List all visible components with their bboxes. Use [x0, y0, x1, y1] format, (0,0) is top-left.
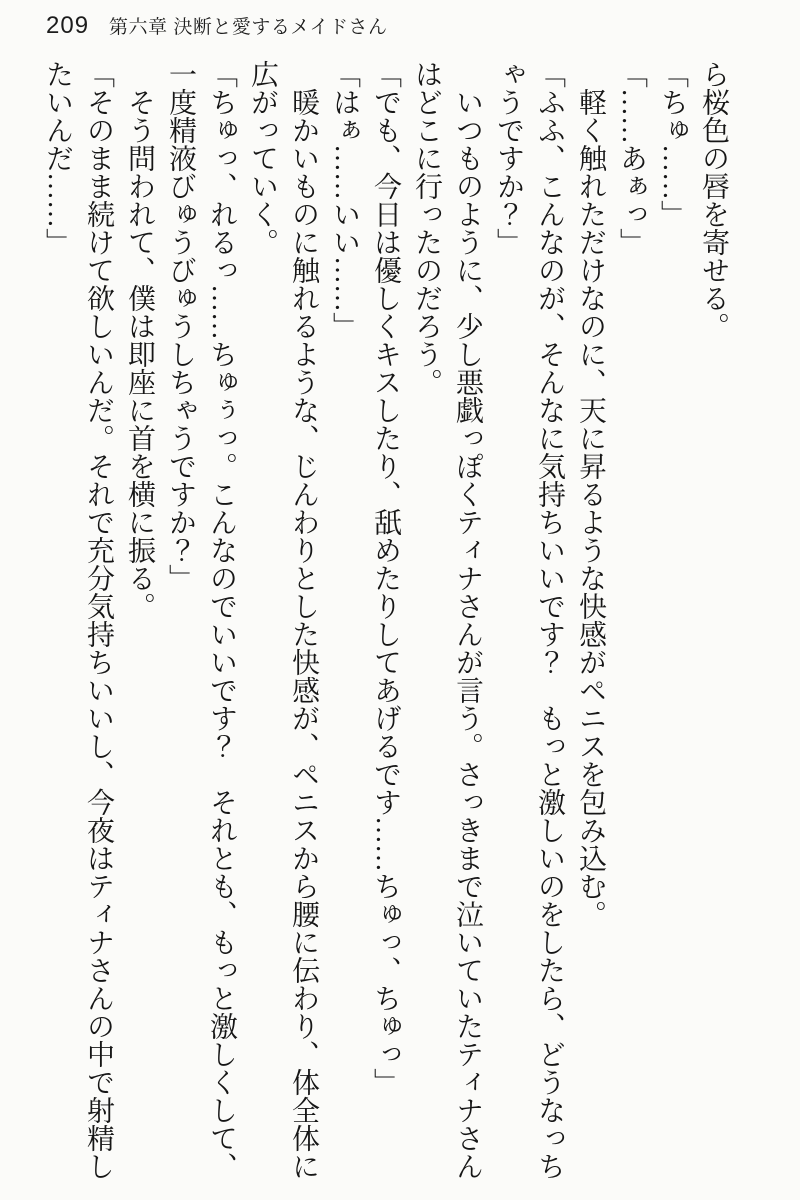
running-header	[46, 12, 387, 40]
chapter-title: 第六章 決断と愛するメイドさん	[109, 17, 388, 38]
page-number: 209	[46, 12, 90, 39]
paragraph: 「ちゅ……」	[657, 60, 688, 228]
paragraph: ら桜色の唇を寄せる。	[698, 60, 729, 340]
paragraph: 「はぁ……いい……」	[329, 60, 360, 340]
paragraph: 暖かいものに触れるような、じんわりとした快感が、ペニスから腰に伝わり、体全体に広がっていく。	[247, 60, 319, 1180]
body-text	[37, 60, 734, 1184]
paragraph: 「でも、今日は優しくキスしたり、舐めたりしてあげるです……ちゅっ、ちゅっ」	[370, 60, 401, 1096]
paragraph: 軽く触れただけなのに、天に昇るような快感がペニスを包み込む。	[575, 88, 606, 928]
paragraph: 「ちゅっ、れるっ……ちゅぅっ。こんなのでいいです？ それとも、もっと激しくして、一度精液びゅうびゅうしちゃうですか？」	[165, 60, 237, 1180]
paragraph: そう問われて、僕は即座に首を横に振る。	[124, 88, 155, 620]
paragraph: 「ふふ、こんなのが、そんなに気持ちいいです？ もっと激しいのをしたら、どうなっちゃうですか？」	[493, 60, 565, 1180]
paragraph: 「……あぁっ」	[616, 60, 647, 256]
paragraph: 「そのまま続けて欲しいんだ。それで充分気持ちいいし、今夜はティナさんの中で射精したいんだ……」	[42, 60, 114, 1180]
paragraph: いつものように、少し悪戯っぽくティナさんが言う。さっきまで泣いていたティナさんはどこに行ったのだろう。	[411, 60, 483, 1180]
